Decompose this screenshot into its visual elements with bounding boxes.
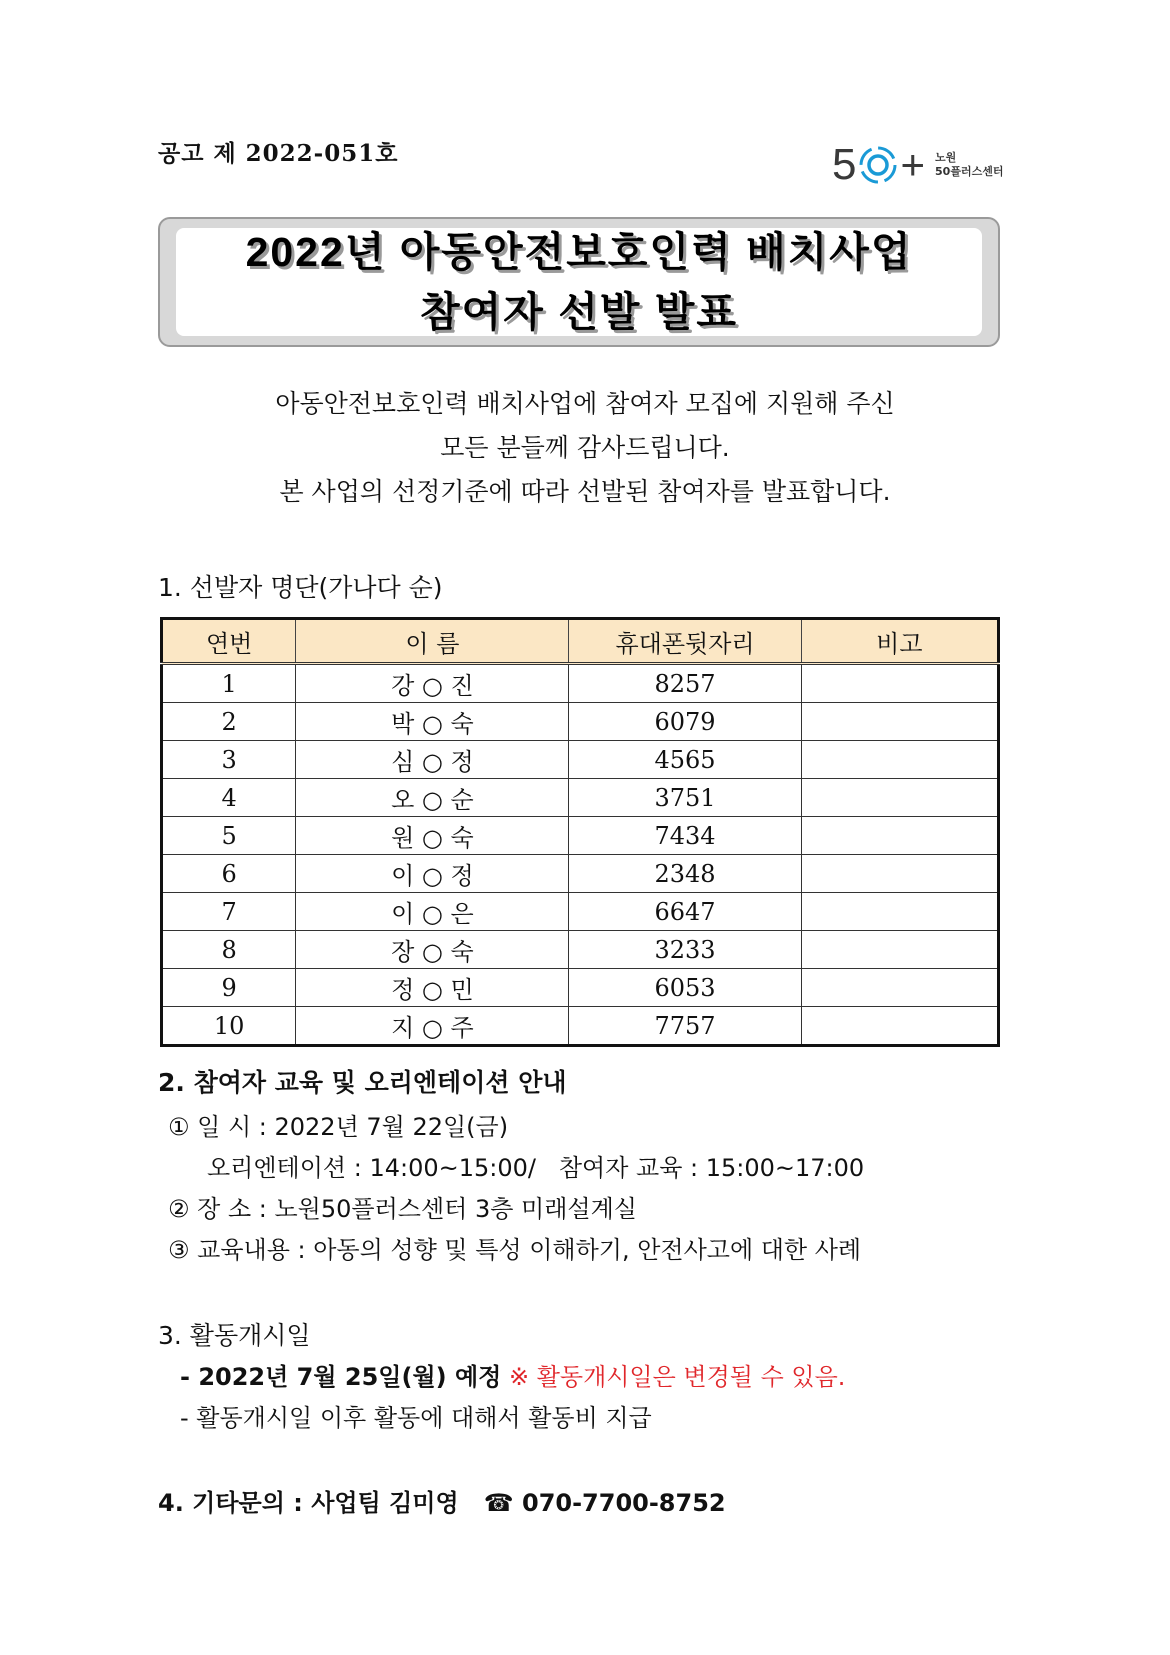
intro-line-3: 본 사업의 선정기준에 따라 선발된 참여자를 발표합니다. — [279, 477, 891, 506]
cell-note — [801, 817, 998, 855]
table-row — [162, 1007, 999, 1046]
cell-note — [801, 1007, 998, 1046]
logo-plus: + — [900, 141, 926, 188]
table-row — [162, 779, 999, 817]
table-header-row — [162, 619, 999, 664]
cell-phone: 3233 — [569, 931, 801, 969]
logo-label-line1: 노원 — [935, 151, 957, 164]
cell-no: 3 — [162, 741, 296, 779]
roster-table — [160, 617, 1000, 1047]
title-line-2: 참여자 선발 발표 — [419, 289, 739, 335]
cell-no: 5 — [162, 817, 296, 855]
education-place: ② 장 소 : 노원50플러스센터 3층 미래설계실 — [168, 1195, 637, 1223]
table-row — [162, 931, 999, 969]
col-header-name: 이 름 — [296, 619, 569, 664]
col-header-phone: 휴대폰뒷자리 — [569, 619, 801, 664]
table-row — [162, 703, 999, 741]
cell-name: 정 ○ 민 — [296, 969, 569, 1007]
cell-note — [801, 664, 998, 703]
section1-heading: 1. 선발자 명단(가나다 순) — [158, 573, 443, 602]
logo-number: 5 — [832, 140, 857, 189]
title-line-1: 2022년 아동안전보호인력 배치사업 — [245, 229, 913, 275]
payment-note: - 활동개시일 이후 활동에 대해서 활동비 지급 — [180, 1404, 652, 1432]
cell-name: 오 ○ 순 — [296, 779, 569, 817]
cell-name: 지 ○ 주 — [296, 1007, 569, 1046]
cell-no: 7 — [162, 893, 296, 931]
cell-no: 10 — [162, 1007, 296, 1046]
cell-no: 9 — [162, 969, 296, 1007]
cell-no: 8 — [162, 931, 296, 969]
table-row — [162, 741, 999, 779]
cell-phone: 6079 — [569, 703, 801, 741]
cell-note — [801, 969, 998, 1007]
table-row — [162, 817, 999, 855]
education-schedule: 오리엔테이션 : 14:00~15:00/ 참여자 교육 : 15:00~17:00 — [207, 1154, 865, 1182]
table-row — [162, 893, 999, 931]
section3-heading: 3. 활동개시일 — [158, 1321, 311, 1350]
cell-phone: 6053 — [569, 969, 801, 1007]
logo-label-line2: 50플러스센터 — [935, 165, 1004, 178]
start-date-line — [180, 1357, 845, 1392]
cell-phone: 4565 — [569, 741, 801, 779]
notice-number: 공고 제 2022-051호 — [158, 140, 399, 167]
cell-name: 장 ○ 숙 — [296, 931, 569, 969]
contact-info: 4. 기타문의 : 사업팀 김미영 ☎ 070-7700-8752 — [158, 1489, 726, 1517]
cell-no: 1 — [162, 664, 296, 703]
table-row — [162, 664, 999, 703]
cell-phone: 2348 — [569, 855, 801, 893]
intro-line-1: 아동안전보호인력 배치사업에 참여자 모집에 지원해 주신 — [275, 389, 895, 418]
cell-note — [801, 931, 998, 969]
cell-name: 강 ○ 진 — [296, 664, 569, 703]
intro-paragraph — [0, 382, 1170, 514]
title-box — [158, 217, 1000, 347]
cell-name: 이 ○ 은 — [296, 893, 569, 931]
title-inner — [176, 228, 982, 336]
cell-note — [801, 893, 998, 931]
cell-no: 4 — [162, 779, 296, 817]
table-row — [162, 855, 999, 893]
intro-line-2: 모든 분들께 감사드립니다. — [440, 433, 730, 462]
logo-50plus — [832, 140, 1004, 189]
col-header-no: 연번 — [162, 619, 296, 664]
cell-name: 박 ○ 숙 — [296, 703, 569, 741]
cell-phone: 7434 — [569, 817, 801, 855]
cell-phone: 3751 — [569, 779, 801, 817]
cell-note — [801, 741, 998, 779]
cell-phone: 8257 — [569, 664, 801, 703]
cell-name: 심 ○ 정 — [296, 741, 569, 779]
cell-name: 원 ○ 숙 — [296, 817, 569, 855]
cell-phone: 7757 — [569, 1007, 801, 1046]
logo-label — [935, 151, 1003, 179]
start-date-warning: ※ 활동개시일은 변경될 수 있음. — [501, 1363, 846, 1391]
cell-no: 2 — [162, 703, 296, 741]
cell-no: 6 — [162, 855, 296, 893]
logo-ring-icon — [858, 145, 898, 185]
education-content: ③ 교육내용 : 아동의 성향 및 특성 이해하기, 안전사고에 대한 사례 — [168, 1236, 862, 1264]
cell-phone: 6647 — [569, 893, 801, 931]
col-header-note: 비고 — [801, 619, 998, 664]
education-date: ① 일 시 : 2022년 7월 22일(금) — [168, 1113, 509, 1141]
cell-note — [801, 855, 998, 893]
section2-heading: 2. 참여자 교육 및 오리엔테이션 안내 — [158, 1068, 567, 1097]
cell-note — [801, 779, 998, 817]
cell-name: 이 ○ 정 — [296, 855, 569, 893]
cell-note — [801, 703, 998, 741]
start-date: - 2022년 7월 25일(월) 예정 — [180, 1363, 502, 1391]
table-row — [162, 969, 999, 1007]
